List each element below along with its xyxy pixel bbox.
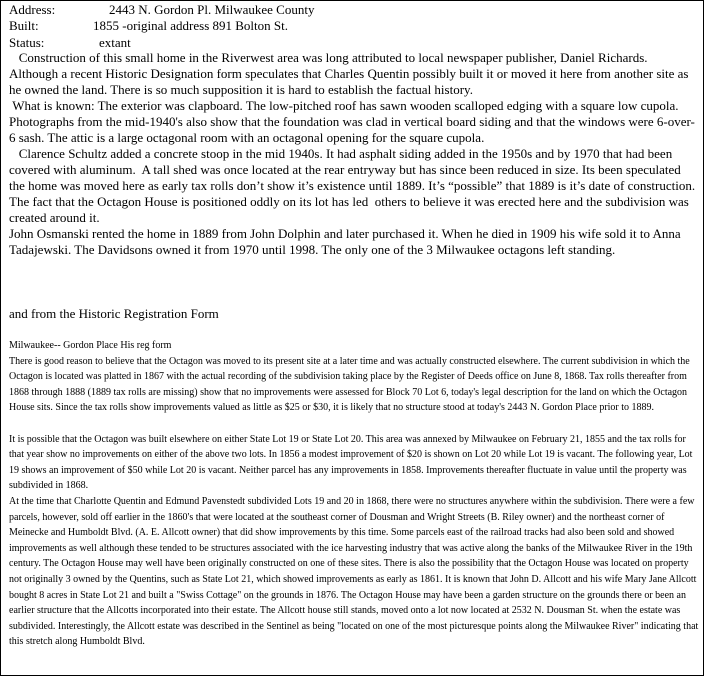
built-label: Built:: [9, 18, 39, 33]
history-paragraph: John Osmanski rented the home in 1889 from John Dolphin and later purchased it. When he died in 1909 his wife sold it to Anna Tadajewski. The Davidsons owned it from 1970 until 1998. The only one of the 3 Milwaukee octagons left standing.: [9, 226, 681, 257]
registration-paragraph: At the time that Charlotte Quentin and Edmund Pavenstedt subdivided Lots 19 and 20 in 1868, there were no structures anywhere within the subdivision. There were a few parcels, however, sold off earlier in the 1860's that were located at the southeast corner of Dousman and Wright Streets (B. Riley owner) and the northeast corner of Meinecke and Humboldt Blvd. (A. E. Allcott owner) that did show improvements by this time. Some parcels east of the railroad tracks had also been sold and showed improvements as well although these tended to be structures associated with the ice harvesting industry that was active along the banks of the Milwaukee River in the 19th century. The Octagon House may well have been originally constructed on one of these sites. There is also the possibility that the Octagon House was located on property not originally 3 owned by the Quentins, such as State Lot 21, which showed improvements as early as 1861. It is known that John D. Allcott and his wife Mary Jane Allcott bought 8 acres in State Lot 21 and built a "Swiss Cottage" on the grounds in 1876. The Octagon House may have been a garden structure on the grounds there or been an earlier structure that the Allcotts incorporated into their estate. The Allcott house still stands, moved onto a lot now located at 2532 N. Dousman St. when the estate was subdivided. Interestingly, the Allcott estate was described in the Sentinel as being "located on one of the most picturesque points along the Milwaukee River" indicating that this stretch along Humboldt Blvd.: [9, 495, 699, 648]
registration-form-text: [9, 338, 699, 650]
address-label: Address:: [9, 2, 56, 17]
registration-paragraph: There is good reason to believe that the Octagon was moved to its present site at a later time and was actually constructed elsewhere. The current subdivision in which the Octagon is located was platted in 1867 with the actual recording of the subdivision taking place by the Register of Deeds office on June 8, 1868. Tax rolls thereafter from 1868 through 1888 (1889 tax rolls are missing) show that no improvements were assessed for Block 70 Lot 6, today's legal description for the land on which the Octagon House sits. Since the tax rolls show improvements valued as little as $25 or $30, it is likely that no structure stood at today's 2443 N. Gordon Place prior to 1889.: [9, 355, 690, 414]
status-value: extant: [99, 35, 131, 50]
built-value: 1855 -original address 891 Bolton St.: [93, 18, 288, 33]
history-body: [9, 50, 699, 258]
registration-form-heading: Milwaukee-- Gordon Place His reg form: [9, 340, 172, 351]
history-paragraph: What is known: The exterior was clapboard. The low-pitched roof has sawn wooden scalloped edging with a square low cupola. Photographs from the mid-1940's also show that the foundation was clad in vertical board siding and that the windows were 6-over-6 sash. The attic is a large octagonal room with an octagonal opening for the square cupola.: [9, 98, 695, 145]
registration-section-title: and from the Historic Registration Form: [9, 306, 219, 321]
registration-paragraph: It is possible that the Octagon was built elsewhere on either State Lot 19 or State Lot 20. This area was annexed by Milwaukee on February 21, 1855 and the tax rolls for that year show no improvements on either of the above two lots. In 1856 a modest improvement of $20 is shown on Lot 20 while Lot 19 is vacant. The following year, Lot 19 shows an improvement of $50 while Lot 20 is vacant. Neither parcel has any improvements in 1858. Improvements thereafter fluctuate in value until the property was subdivided in 1868.: [9, 433, 693, 492]
history-paragraph: Clarence Schultz added a concrete stoop in the mid 1940s. It had asphalt siding added in the 1950s and by 1970 that had been covered with aluminum. A tall shed was once located at the rear entryway but has since been reduced in size. Its been speculated the home was moved here as early tax rolls don’t show it’s existence until 1889. It’s “possible” that 1889 is it’s date of construction. The fact that the Octagon House is positioned oddly on its lot has led others to believe it was erected here and the subdivision was created around it.: [9, 146, 699, 225]
history-paragraph: Construction of this small home in the Riverwest area was long attributed to local newspaper publisher, Daniel Richards. Although a recent Historic Designation form speculates that Charles Quentin possibly built it or moved it here from another site as he owned the land. There is so much supposition it is hard to establish the factual history.: [9, 50, 692, 97]
status-label: Status:: [9, 35, 45, 50]
address-value: 2443 N. Gordon Pl. Milwaukee County: [109, 2, 315, 17]
